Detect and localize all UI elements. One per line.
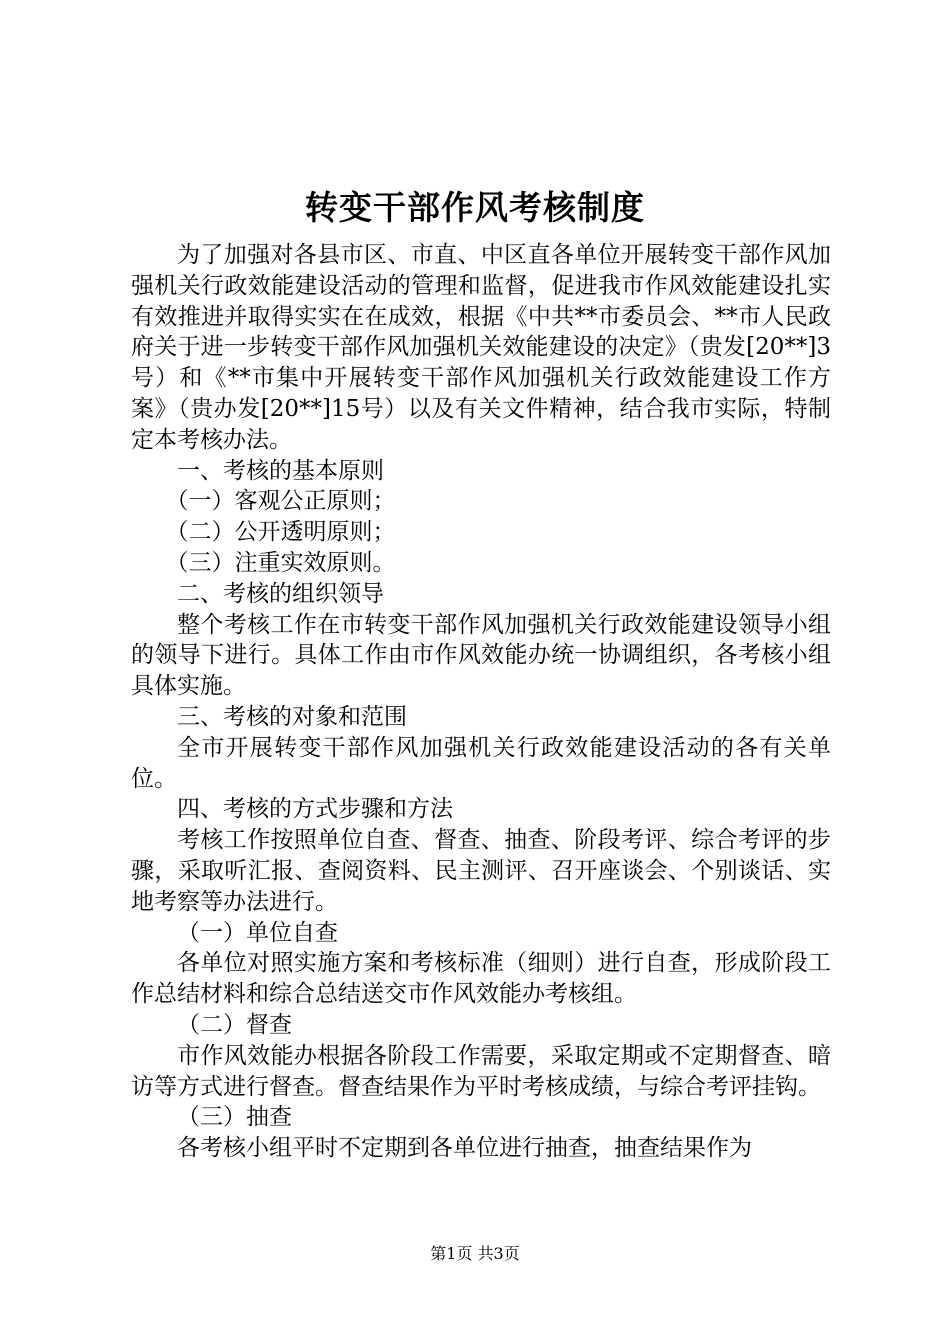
body-paragraph: 市作风效能办根据各阶段工作需要，采取定期或不定期督查、暗访等方式进行督查。督查结果作为平时考核成绩，与综合考评挂钩。: [131, 1042, 831, 1100]
body-paragraph: 整个考核工作在市转变干部作风加强机关行政效能建设领导小组的领导下进行。具体工作由市作风效能办统一协调组织，各考核小组具体实施。: [131, 611, 831, 700]
section-heading-organization: 二、考核的组织领导: [177, 580, 384, 607]
subsection-heading: （一）单位自查: [177, 919, 338, 946]
document-body: [131, 240, 831, 1164]
section-heading-principles: 一、考核的基本原则: [177, 457, 384, 484]
body-paragraph: 各考核小组平时不定期到各单位进行抽查，抽查结果作为: [177, 1135, 752, 1162]
principle-item: （二）公开透明原则；: [165, 519, 396, 546]
document-title: 转变干部作风考核制度: [305, 188, 645, 227]
subsection-heading: （三）抽查: [177, 1104, 292, 1131]
section-heading-methods: 四、考核的方式步骤和方法: [177, 796, 453, 823]
principle-item: （一）客观公正原则；: [165, 488, 396, 515]
body-paragraph: 考核工作按照单位自查、督查、抽查、阶段考评、综合考评的步骤，采取听汇报、查阅资料、民主测评、召开座谈会、个别谈话、实地考察等办法进行。: [131, 827, 831, 915]
principle-item: （三）注重实效原则。: [165, 549, 396, 576]
intro-paragraph: 为了加强对各县市区、市直、中区直各单位开展转变干部作风加强机关行政效能建设活动的管理和监督，促进我市作风效能建设扎实有效推进并取得实实在在成效，根据《中共**市委员会、**市人民政府关于进一步转变干部作风加强机关效能建设的决定》（贵发[20**]3号）和《**市集中开展转变干部作风加强机关行政效能建设工作方案》（贵办发[20**]15号）以及有关文件精神，结合我市实际，特制定本考核办法。: [131, 242, 831, 453]
body-paragraph: 各单位对照实施方案和考核标准（细则）进行自查，形成阶段工作总结材料和综合总结送交市作风效能办考核组。: [131, 950, 831, 1008]
body-paragraph: 全市开展转变干部作风加强机关行政效能建设活动的各有关单位。: [131, 734, 831, 792]
section-heading-scope: 三、考核的对象和范围: [177, 703, 407, 730]
page-footer: 第1页 共3页: [430, 1244, 520, 1263]
subsection-heading: （二）督查: [177, 1011, 292, 1038]
